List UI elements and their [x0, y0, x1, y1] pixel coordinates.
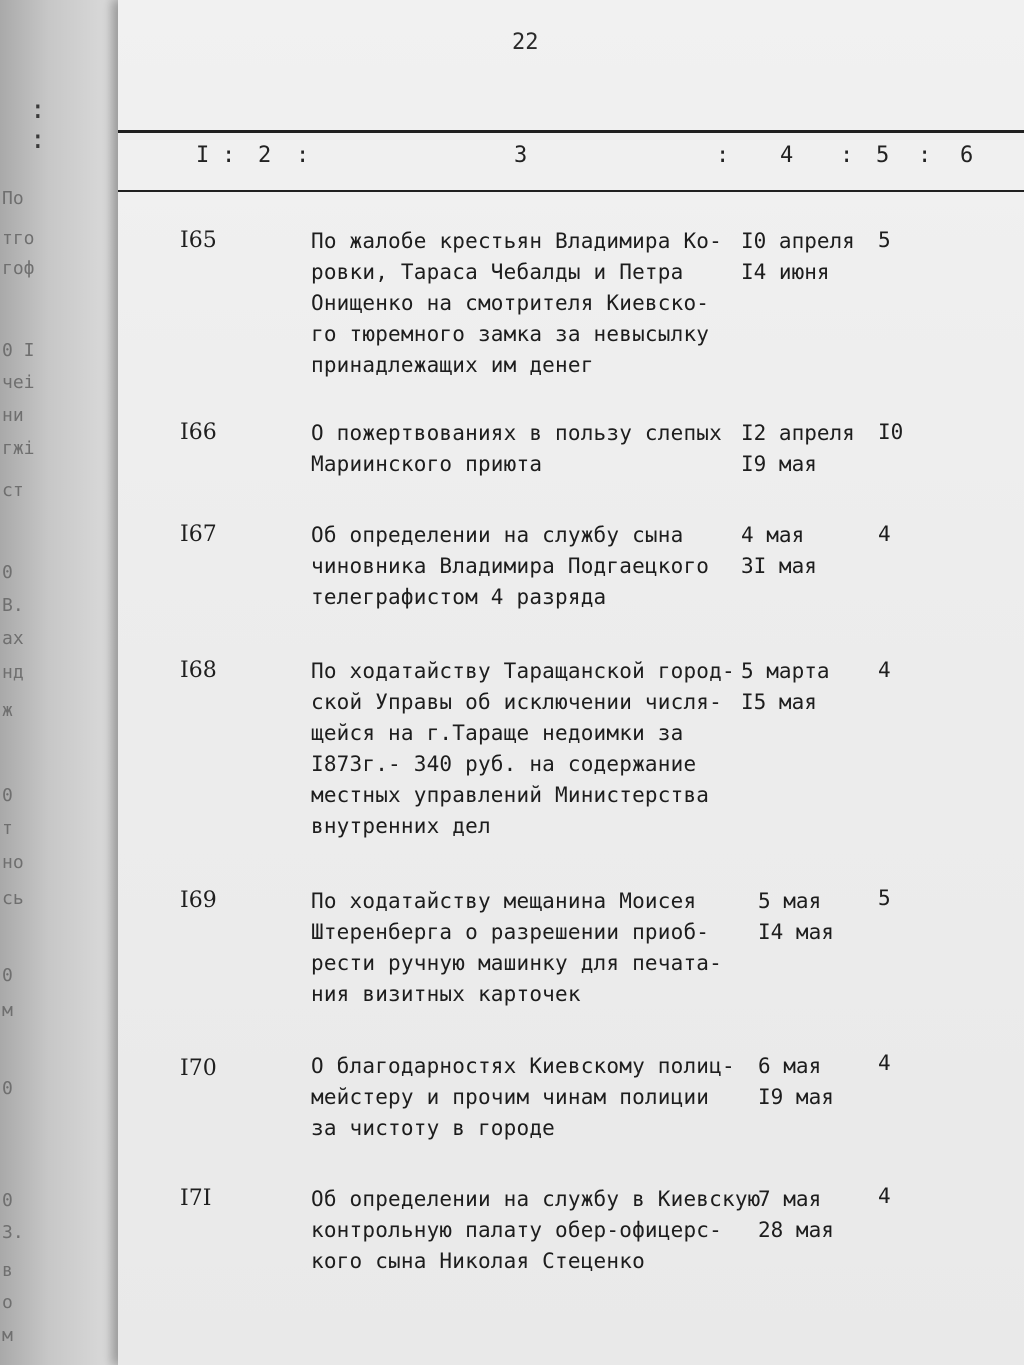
bleed-through	[178, 380, 190, 404]
entry-line: щейся на г.Тараще недоимки за	[311, 721, 684, 745]
entry-line: контрольную палату обер-офицерс-	[311, 1218, 722, 1242]
underlying-fragment: ах	[2, 628, 24, 649]
column-header-6: 6	[960, 143, 974, 168]
entry-line: кого сына Николая Стеценко	[311, 1249, 645, 1273]
underlying-fragment: В.	[2, 595, 24, 616]
entry-line: По жалобе крестьян Владимира Ко-	[311, 229, 722, 253]
entry-sheet-count: 5	[878, 228, 891, 252]
entry-dates	[741, 520, 817, 582]
underlying-fragment: З.	[2, 1222, 24, 1243]
entry-line: По ходатайству Таращанской город-	[311, 659, 735, 683]
entry-end-date: I4 мая	[758, 920, 834, 944]
underlying-fragment: гжі	[2, 438, 35, 459]
entry-start-date: I2 апреля	[741, 421, 855, 445]
entry-description	[311, 886, 751, 1010]
entry-end-date: I9 мая	[758, 1085, 834, 1109]
entry-line: По ходатайству мещанина Моисея	[311, 889, 697, 913]
entry-end-date: 3I мая	[741, 554, 817, 578]
underlying-fragment: о	[2, 1292, 13, 1313]
entry-end-date: 28 мая	[758, 1218, 834, 1242]
column-header-5: 5	[876, 143, 890, 168]
entry-line: Об определении на службу в Киевскую	[311, 1187, 761, 1211]
underlying-fragment: 0	[2, 1190, 13, 1211]
page-number: 22	[512, 30, 539, 55]
entry-sheet-count: 4	[878, 658, 891, 682]
underlying-fragment: нд	[2, 662, 24, 683]
table-header-top-rule	[118, 130, 1024, 133]
underlying-fragment: чеі	[2, 372, 35, 393]
underlying-fragment: в	[2, 1260, 13, 1281]
underlying-fragment: 0	[2, 965, 13, 986]
entry-sheet-count: 5	[878, 886, 891, 910]
underlying-fragment: сь	[2, 888, 24, 909]
entry-start-date: 5 марта	[741, 659, 830, 683]
underlying-fragment: 0	[2, 1078, 13, 1099]
entry-start-date: 7 мая	[758, 1187, 822, 1211]
column-header-3: 3	[514, 143, 528, 168]
column-header-separator: :	[840, 143, 854, 168]
column-header-1: I	[196, 143, 210, 168]
underlying-fragment: ст	[2, 480, 24, 501]
underlying-fragment: ж	[2, 700, 13, 721]
entry-number: I7I	[180, 1186, 212, 1211]
underlying-fragment: т	[2, 818, 13, 839]
entry-description	[311, 520, 751, 613]
entry-sheet-count: 4	[878, 522, 891, 546]
underlying-fragment: м	[2, 1000, 13, 1021]
column-header-separator: :	[716, 143, 730, 168]
entry-number: I69	[180, 888, 217, 913]
column-header-2: 2	[258, 143, 272, 168]
entry-start-date: 5 мая	[758, 889, 822, 913]
column-header-separator: :	[222, 143, 236, 168]
entry-description	[311, 226, 751, 381]
entry-line: Мариинского приюта	[311, 452, 543, 476]
entry-start-date: 4 мая	[741, 523, 805, 547]
column-header-4: 4	[780, 143, 794, 168]
underlying-fragment: м	[2, 1325, 13, 1346]
entry-dates	[741, 418, 855, 480]
entry-dates	[741, 226, 855, 288]
entry-dates	[741, 656, 830, 718]
column-header-separator: :	[918, 143, 932, 168]
underlying-fragment: 0 I	[2, 340, 35, 361]
underlying-fragment: 0	[2, 562, 13, 583]
entry-line: внутренних дел	[311, 814, 491, 838]
entry-start-date: 6 мая	[758, 1054, 822, 1078]
entry-start-date: I0 апреля	[741, 229, 855, 253]
entry-number: I66	[180, 420, 217, 445]
underlying-fragment: гоф	[2, 258, 35, 279]
entry-number: I65	[180, 228, 217, 253]
entry-line: телеграфистом 4 разряда	[311, 585, 607, 609]
entry-description	[311, 656, 751, 842]
entry-line: О благодарностях Киевскому полиц-	[311, 1054, 735, 1078]
entry-number: I67	[180, 522, 217, 547]
column-header-separator: :	[296, 143, 310, 168]
entry-sheet-count: 4	[878, 1051, 891, 1075]
entry-line: чиновника Владимира Подгаецкого	[311, 554, 710, 578]
entry-description	[311, 1051, 751, 1144]
entry-description	[311, 418, 751, 480]
entry-line: местных управлений Министерства	[311, 783, 710, 807]
entry-end-date: I5 мая	[741, 690, 817, 714]
underlying-fragment: но	[2, 852, 24, 873]
entry-line: ния визитных карточек	[311, 982, 581, 1006]
table-header-bottom-rule	[118, 190, 1024, 192]
entry-line: ской Управы об исключении числя-	[311, 690, 722, 714]
entry-line: принадлежащих им денег	[311, 353, 594, 377]
entry-line: Об определении на службу сына	[311, 523, 684, 547]
underlying-page-marks: : :	[30, 95, 74, 155]
entry-sheet-count: I0	[878, 420, 904, 444]
underlying-fragment: ни	[2, 405, 24, 426]
entry-line: ровки, Тараса Чебалды и Петра	[311, 260, 684, 284]
entry-dates	[758, 1184, 834, 1246]
underlying-fragment: 0	[2, 785, 13, 806]
entry-line: О пожертвованиях в пользу слепых	[311, 421, 722, 445]
entry-sheet-count: 4	[878, 1184, 891, 1208]
entry-line: Штеренберга о разрешении приоб-	[311, 920, 710, 944]
entry-line: мейстеру и прочим чинам полиции	[311, 1085, 710, 1109]
entry-line: Онищенко на смотрителя Киевско-	[311, 291, 710, 315]
entry-end-date: I4 июня	[741, 260, 830, 284]
underlying-fragment: тго	[2, 228, 35, 249]
entry-description	[311, 1184, 761, 1277]
entry-line: за чистоту в городе	[311, 1116, 556, 1140]
entry-line: го тюремного замка за невысылку	[311, 322, 710, 346]
entry-line: I873г.- 340 руб. на содержание	[311, 752, 697, 776]
underlying-fragment: По	[2, 188, 24, 209]
entry-dates	[758, 886, 834, 948]
entry-number: I70	[180, 1056, 217, 1081]
entry-dates	[758, 1051, 834, 1113]
entry-end-date: I9 мая	[741, 452, 817, 476]
entry-line: рести ручную машинку для печата-	[311, 951, 722, 975]
entry-number: I68	[180, 658, 217, 683]
document-page	[118, 0, 1024, 1365]
